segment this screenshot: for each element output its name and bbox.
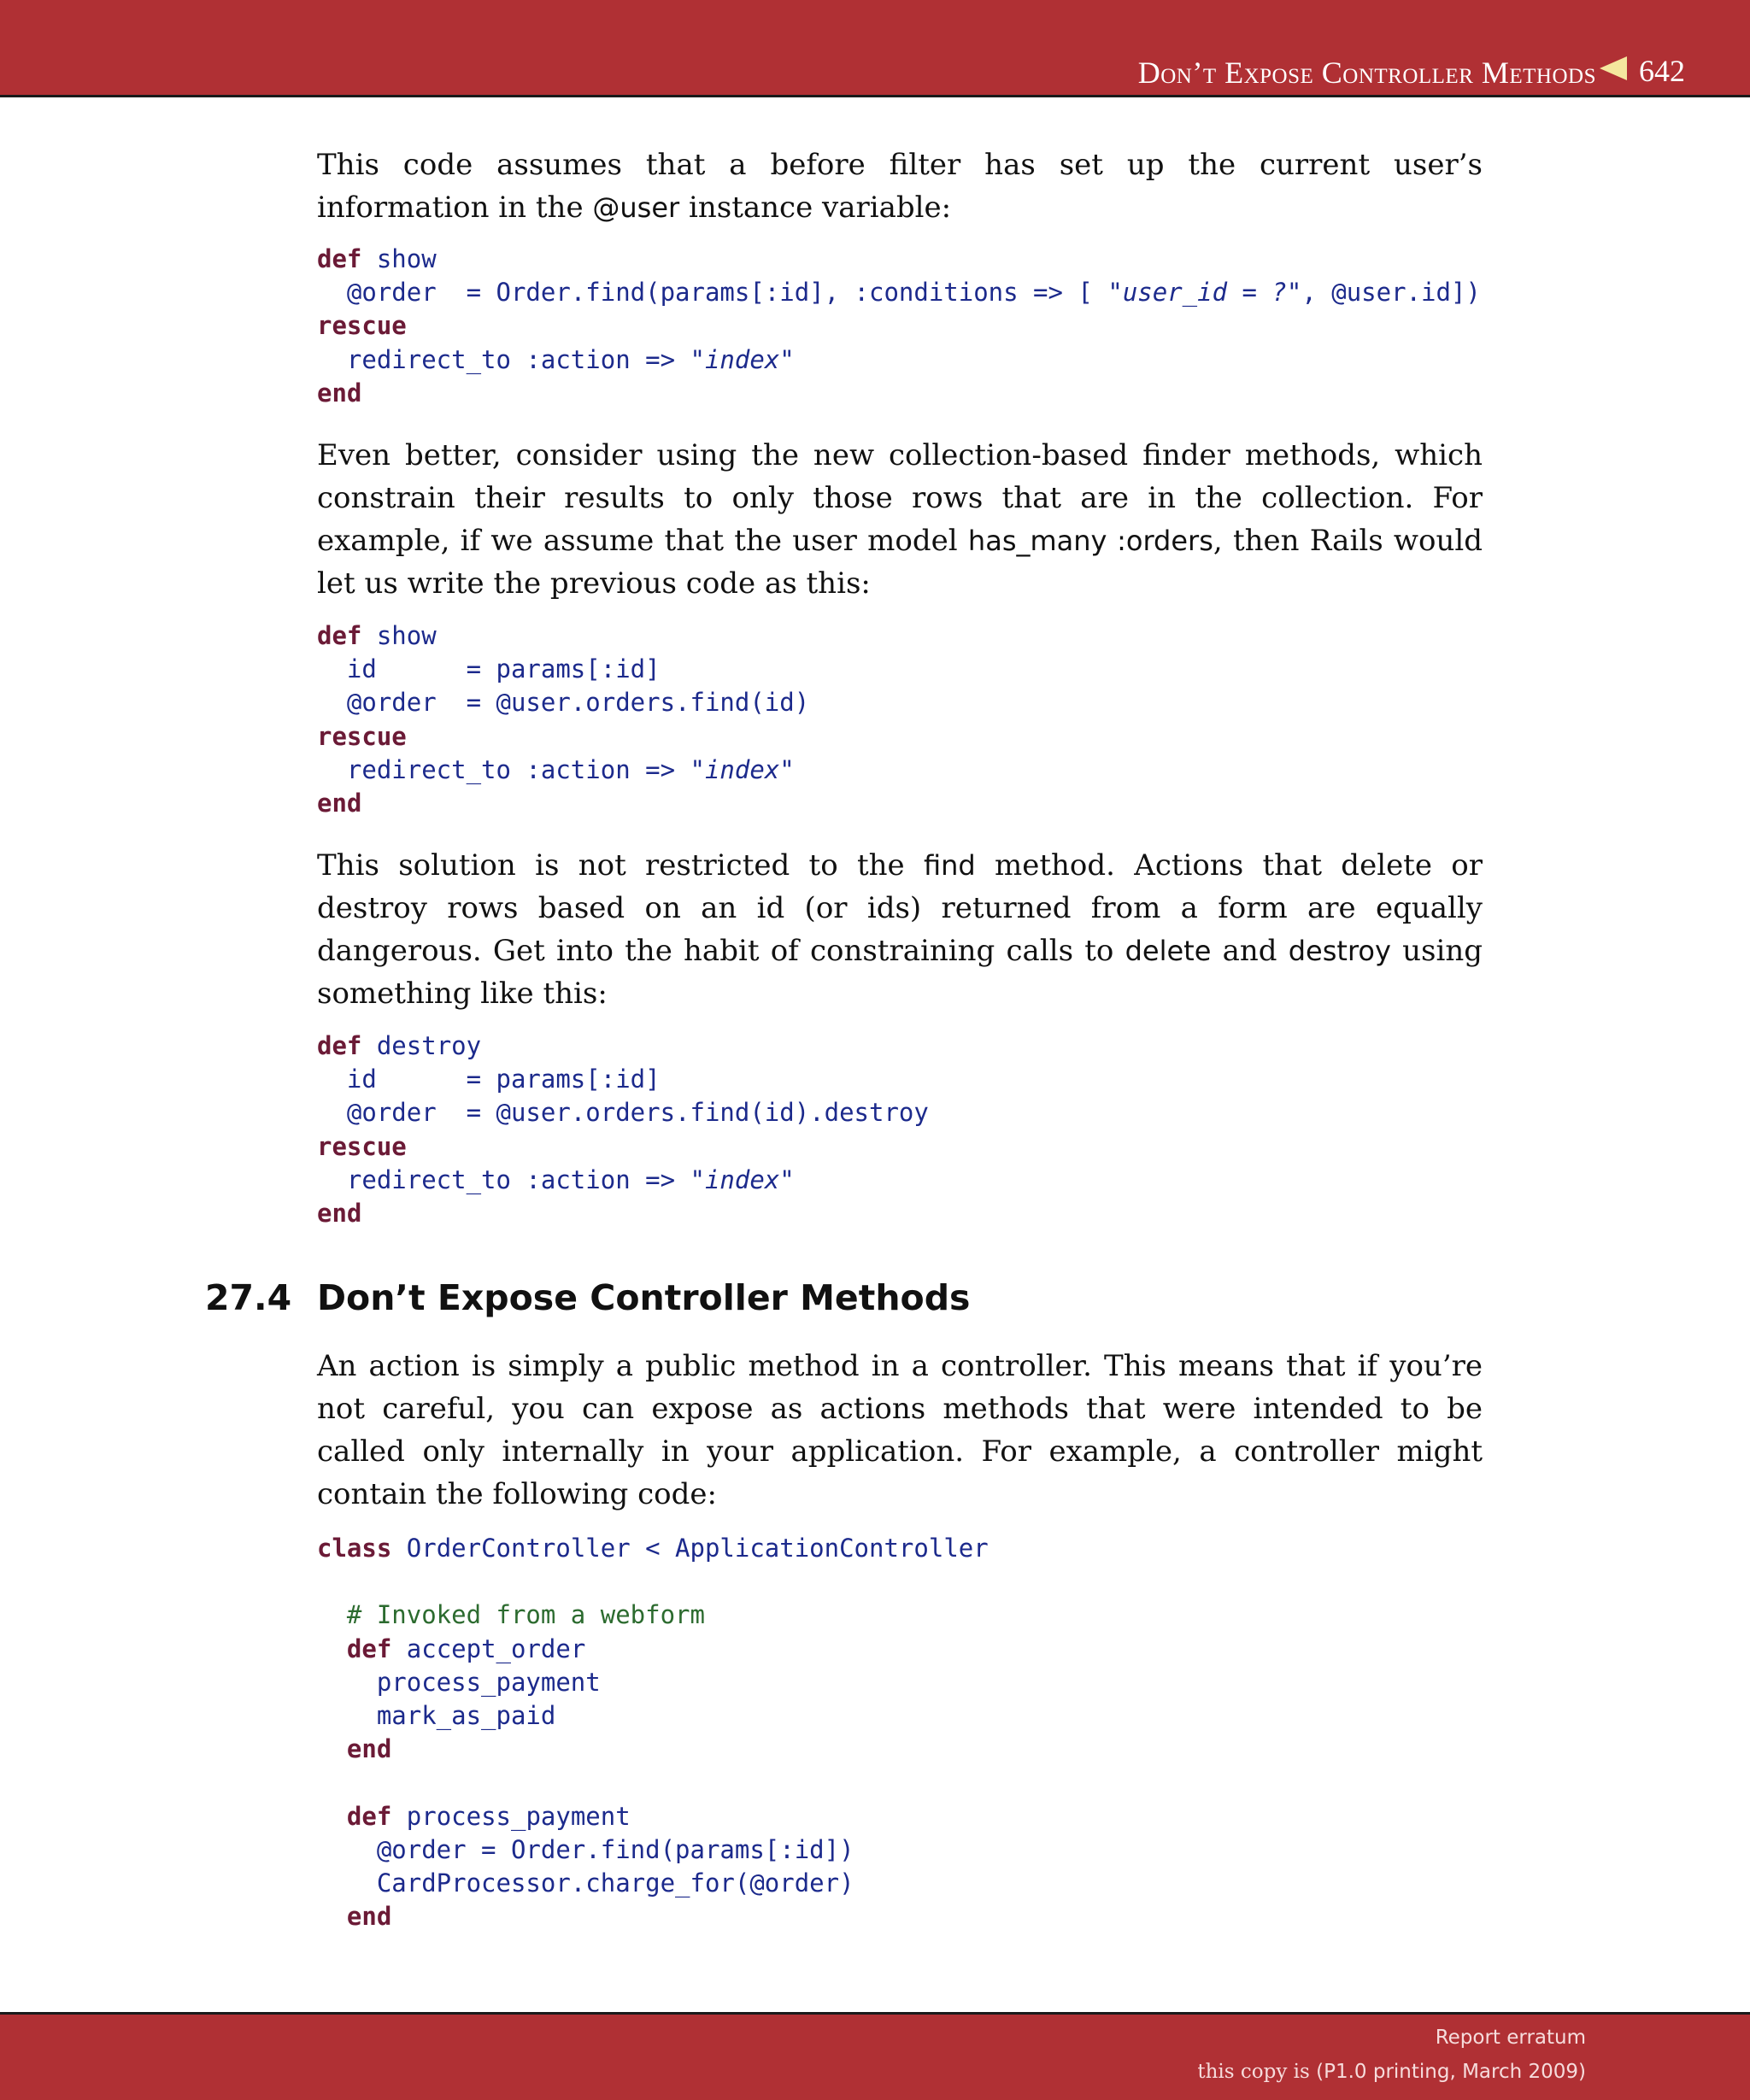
- report-erratum-link[interactable]: Report erratum: [1435, 2027, 1586, 2049]
- inline-code-delete: delete: [1125, 935, 1212, 967]
- inline-code-has-many: has_many :orders: [967, 525, 1213, 557]
- code-block-1: def show @order = Order.find(params[:id], :conditions => [ "user_id = ?", @user.id]) rescue redirect_to :action => "index" end: [317, 244, 1481, 408]
- page-footer: [0, 2012, 1750, 2100]
- chapter-section-title: Don’t Expose Controller Methods: [1137, 56, 1596, 90]
- page-number: 642: [1639, 54, 1685, 88]
- previous-page-arrow-icon[interactable]: [1600, 56, 1627, 80]
- paragraph-2: Even better, consider using the new collection-based finder methods, which constrain their results to only those rows that are in the collection. For example, if we assume that the user model has_many :orders, then Rails would let us write the previous code as this:: [317, 438, 1483, 601]
- section-title: Don’t Expose Controller Methods: [317, 1277, 971, 1318]
- code-block-3: def destroy id = params[:id] @order = @user.orders.find(id).destroy rescue redirect_to :action => "index" end: [317, 1031, 929, 1229]
- section-number: 27.4: [205, 1277, 292, 1318]
- code-block-4: class OrderController < ApplicationController # Invoked from a webform def accept_order process_payment mark_as_paid end def process_payment @order = Order.find(params[:id]) CardProcessor.charge_for(@order) end: [317, 1534, 989, 1932]
- inline-code-user: @user: [592, 191, 680, 224]
- code-block-2: def show id = params[:id] @order = @user.orders.find(id) rescue redirect_to :action => "index" end: [317, 621, 810, 818]
- paragraph-3: This solution is not restricted to the find method. Actions that delete or destroy rows based on an id (or ids) returned from a form are equally dangerous. Get into the habit of constraining calls to delete and destroy using something like this:: [317, 848, 1483, 1011]
- page-header: [0, 0, 1750, 97]
- inline-code-destroy: destroy: [1288, 935, 1391, 967]
- copy-info: this copy is (P1.0 printing, March 2009): [1197, 2061, 1586, 2083]
- paragraph-4: An action is simply a public method in a controller. This means that if you’re not careful, you can expose as actions methods that were intended to be called only internally in your application. For example, a controller might contain the following code:: [317, 1349, 1483, 1511]
- paragraph-1: This code assumes that a before filter has set up the current user’s information in the @user instance variable:: [317, 148, 1483, 225]
- inline-code-find: find: [923, 849, 976, 882]
